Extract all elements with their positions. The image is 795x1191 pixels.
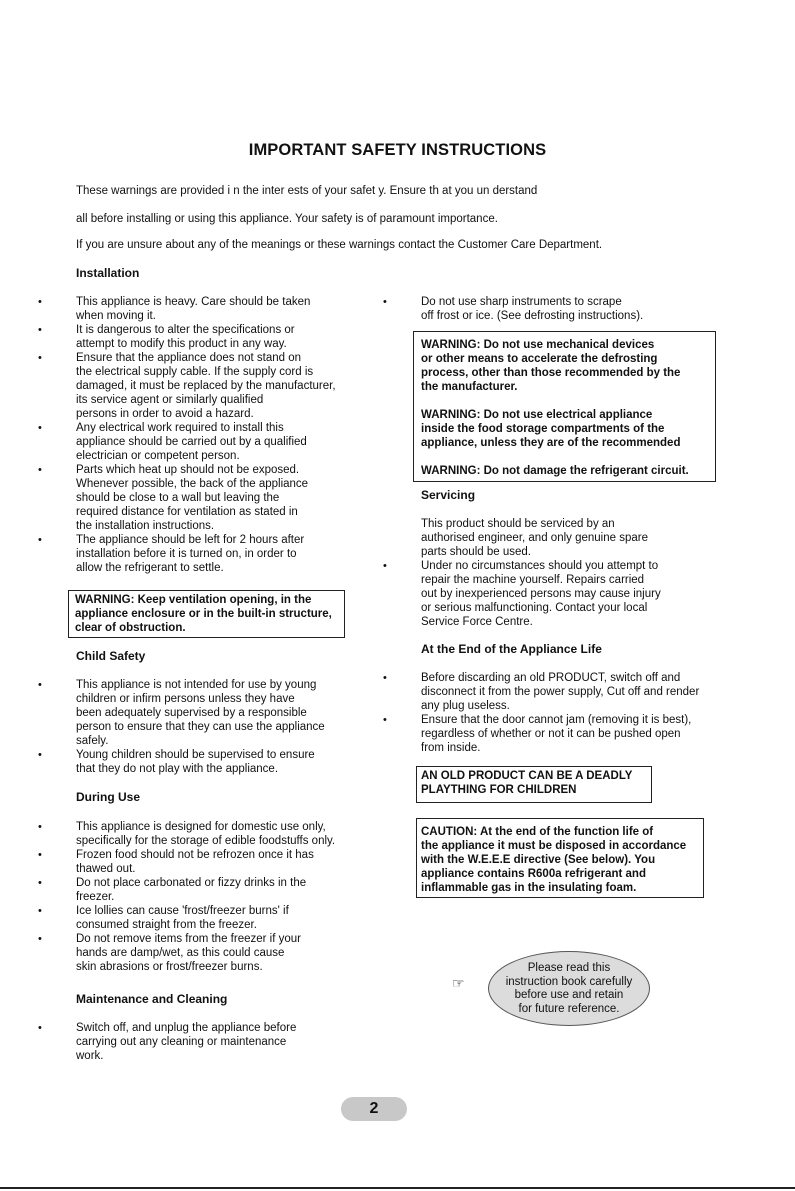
text-line: attempt to modify this product in any way. [76, 338, 287, 350]
text-line: when moving it. [76, 310, 156, 322]
ventilation-warning-text [75, 593, 344, 635]
caution-box [416, 818, 704, 898]
page-title: IMPORTANT SAFETY INSTRUCTIONS [248, 141, 547, 159]
text-line: electrician or competent person. [76, 450, 240, 462]
maintenance-list [38, 1021, 366, 1063]
list-item-text [76, 678, 366, 748]
text-line: the manufacturer. [421, 381, 518, 393]
text-line: The appliance should be left for 2 hours after [76, 534, 305, 546]
text-line: repair the machine yourself. Repairs carried [421, 574, 645, 586]
warning-mechanical [421, 338, 715, 394]
heading-maintenance: Maintenance and Cleaning [76, 992, 228, 1006]
bullet-icon: • [38, 296, 42, 308]
list-item [38, 848, 376, 876]
text-line: Please read this [527, 962, 611, 974]
list-item-text [76, 323, 366, 351]
text-line: work. [76, 1050, 104, 1062]
text-line: Ice lollies can cause 'frost/freezer burns' if [76, 905, 289, 917]
ventilation-warning-box [68, 590, 345, 638]
text-line: This appliance is designed for domestic use only, [76, 821, 326, 833]
list-item-text [76, 748, 366, 776]
text-line: Ensure that the door cannot jam (removing it is best), [421, 714, 692, 726]
note-text [489, 962, 649, 1016]
text-line: Whenever possible, the back of the appliance [76, 478, 309, 490]
text-line: required distance for ventilation as stated in [76, 506, 298, 518]
intro-line-2: all before installing or using this appliance. Your safety is of paramount importance. [76, 213, 498, 225]
bottom-rule [0, 1187, 795, 1189]
text-line: with the W.E.E.E directive (See below). You [421, 854, 656, 866]
warning-refrigerant [421, 464, 715, 478]
list-item [38, 820, 376, 848]
list-item [38, 904, 376, 932]
list-item-text [76, 1021, 366, 1063]
list-item [383, 713, 731, 755]
text-line: instruction book carefully [505, 975, 633, 988]
list-item [38, 678, 366, 748]
servicing-list [383, 559, 721, 629]
text-line: clear of obstruction. [75, 622, 186, 634]
text-line: off frost or ice. (See defrosting instructions). [421, 310, 644, 322]
text-line: persons in order to avoid a hazard. [76, 408, 254, 420]
text-line: its service agent or similarly qualified [76, 394, 264, 406]
text-line: authorised engineer, and only genuine spare [421, 532, 648, 544]
text-line: carrying out any cleaning or maintenance [76, 1036, 287, 1048]
text-line: out by inexperienced persons may cause injury [421, 588, 661, 600]
text-line: appliance contains R600a refrigerant and [421, 868, 646, 880]
intro-line-3: If you are unsure about any of the meanings or these warnings contact the Customer Care Department. [76, 239, 603, 251]
list-item-text [76, 876, 376, 904]
end-of-life-list [383, 671, 731, 755]
list-item-text [76, 351, 366, 421]
text-line: It is dangerous to alter the specifications or [76, 324, 295, 336]
bullet-icon: • [38, 933, 42, 945]
text-line: should be close to a wall but leaving the [76, 492, 280, 504]
text-line: allow the refrigerant to settle. [76, 562, 224, 574]
deadly-plaything-box [416, 766, 652, 803]
text-line: Switch off, and unplug the appliance before [76, 1022, 297, 1034]
defrost-warning-box [413, 331, 716, 482]
text-line: inside the food storage compartments of the [421, 423, 665, 435]
heading-end-of-life: At the End of the Appliance Life [421, 642, 602, 656]
deadly-plaything-text [421, 769, 651, 797]
bullet-icon: • [38, 352, 42, 364]
list-item-text [76, 904, 376, 932]
list-item [383, 671, 731, 713]
intro-line-1: These warnings are provided i n the inter ests of your safet y. Ensure th at you un derstand [76, 185, 538, 197]
list-item [38, 876, 376, 904]
text-line: hands are damp/wet, as this could cause [76, 947, 285, 959]
text-line: any plug useless. [421, 700, 510, 712]
text-line: or serious malfunctioning. Contact your local [421, 602, 648, 614]
text-line: WARNING: Do not use electrical appliance [421, 409, 653, 421]
text-line: specifically for the storage of edible foodstuffs only. [76, 835, 336, 847]
text-line: safely. [76, 735, 109, 747]
text-line: before use and retain [514, 989, 624, 1001]
bullet-icon: • [38, 749, 42, 761]
text-line: appliance, unless they are of the recommended [421, 437, 681, 449]
list-item [38, 323, 366, 351]
text-line: process, other than those recommended by the [421, 367, 681, 379]
text-line: installation before it is turned on, in order to [76, 548, 297, 560]
list-item [38, 1021, 366, 1063]
list-item [38, 533, 366, 575]
list-item [383, 559, 721, 629]
list-item-text [76, 848, 376, 876]
text-line: Do not remove items from the freezer if your [76, 933, 301, 945]
bullet-icon: • [38, 422, 42, 434]
pointing-hand-icon: ☞ [452, 975, 465, 991]
bullet-icon: • [38, 1022, 42, 1034]
text-line: freezer. [76, 891, 115, 903]
list-item [38, 421, 366, 463]
text-line: parts should be used. [421, 546, 531, 558]
text-line: inflammable gas in the insulating foam. [421, 882, 637, 894]
list-item [38, 463, 366, 533]
bullet-icon: • [383, 296, 387, 308]
warning-electrical [421, 408, 715, 450]
during-use-list [38, 820, 376, 974]
text-line: for future reference. [518, 1002, 620, 1015]
list-item-text [76, 421, 366, 463]
installation-list [38, 295, 366, 575]
right-top-list [383, 295, 721, 323]
list-item-text [421, 713, 731, 755]
text-line: Do not place carbonated or fizzy drinks in the [76, 877, 307, 889]
bullet-icon: • [38, 679, 42, 691]
list-item-text [76, 533, 366, 575]
text-line: appliance should be carried out by a qualified [76, 436, 307, 448]
servicing-paragraph [421, 517, 721, 559]
text-line: Ensure that the appliance does not stand on [76, 352, 302, 364]
heading-child-safety: Child Safety [76, 649, 146, 663]
text-line: PLAYTHING FOR CHILDREN [421, 784, 577, 796]
text-line: Service Force Centre. [421, 616, 533, 628]
text-line: This product should be serviced by an [421, 518, 615, 530]
text-line: Before discarding an old PRODUCT, switch off and [421, 672, 681, 684]
list-item-text [76, 820, 376, 848]
text-line: WARNING: Keep ventilation opening, in the [75, 594, 312, 606]
bullet-icon: • [38, 821, 42, 833]
text-line: This appliance is heavy. Care should be taken [76, 296, 311, 308]
text-line: thawed out. [76, 863, 136, 875]
list-item [38, 932, 376, 974]
bullet-icon: • [38, 849, 42, 861]
heading-installation: Installation [76, 266, 140, 280]
text-line: WARNING: Do not damage the refrigerant circuit. [421, 465, 689, 477]
bullet-icon: • [38, 534, 42, 546]
bullet-icon: • [38, 324, 42, 336]
bullet-icon: • [383, 672, 387, 684]
text-line: damaged, it must be replaced by the manufacturer, [76, 380, 336, 392]
text-line: Parts which heat up should not be exposed. [76, 464, 300, 476]
text-line: the appliance it must be disposed in accordance [421, 840, 687, 852]
list-item-text [421, 671, 731, 713]
text-line: CAUTION: At the end of the function life of [421, 826, 654, 838]
text-line: This appliance is not intended for use by young [76, 679, 317, 691]
list-item [383, 295, 721, 323]
bullet-icon: • [383, 714, 387, 726]
text-line: Under no circumstances should you attempt to [421, 560, 659, 572]
text-line: Do not use sharp instruments to scrape [421, 296, 622, 308]
text-line: the electrical supply cable. If the supply cord is [76, 366, 314, 378]
list-item [38, 295, 366, 323]
text-line: Frozen food should not be refrozen once it has [76, 849, 314, 861]
text-line: disconnect it from the power supply, Cut off and render [421, 686, 700, 698]
list-item-text [76, 295, 366, 323]
text-line: person to ensure that they can use the appliance [76, 721, 325, 733]
text-line: from inside. [421, 742, 481, 754]
read-instructions-note [488, 951, 650, 1026]
bullet-icon: • [38, 905, 42, 917]
list-item-text [76, 463, 366, 533]
text-line: skin abrasions or frost/freezer burns. [76, 961, 263, 973]
text-line: Any electrical work required to install this [76, 422, 284, 434]
text-line: Young children should be supervised to ensure [76, 749, 315, 761]
text-line: that they do not play with the appliance. [76, 763, 279, 775]
caution-text [421, 825, 703, 895]
heading-servicing: Servicing [421, 488, 476, 502]
text-line: children or infirm persons unless they have [76, 693, 295, 705]
text-line: AN OLD PRODUCT CAN BE A DEADLY [421, 770, 633, 782]
text-line: been adequately supervised by a responsible [76, 707, 307, 719]
text-line: or other means to accelerate the defrosting [421, 353, 658, 365]
text-line: regardless of whether or not it can be pushed open [421, 728, 681, 740]
text-line: consumed straight from the freezer. [76, 919, 257, 931]
list-item-text [421, 559, 721, 629]
list-item [38, 351, 366, 421]
bullet-icon: • [38, 464, 42, 476]
list-item-text [76, 932, 376, 974]
text-line: appliance enclosure or in the built-in structure, [75, 608, 332, 620]
page-number: 2 [341, 1097, 407, 1121]
text-line: WARNING: Do not use mechanical devices [421, 339, 655, 351]
heading-during-use: During Use [76, 790, 141, 804]
bullet-icon: • [383, 560, 387, 572]
text-line: the installation instructions. [76, 520, 215, 532]
list-item [38, 748, 366, 776]
child-safety-list [38, 678, 366, 776]
bullet-icon: • [38, 877, 42, 889]
